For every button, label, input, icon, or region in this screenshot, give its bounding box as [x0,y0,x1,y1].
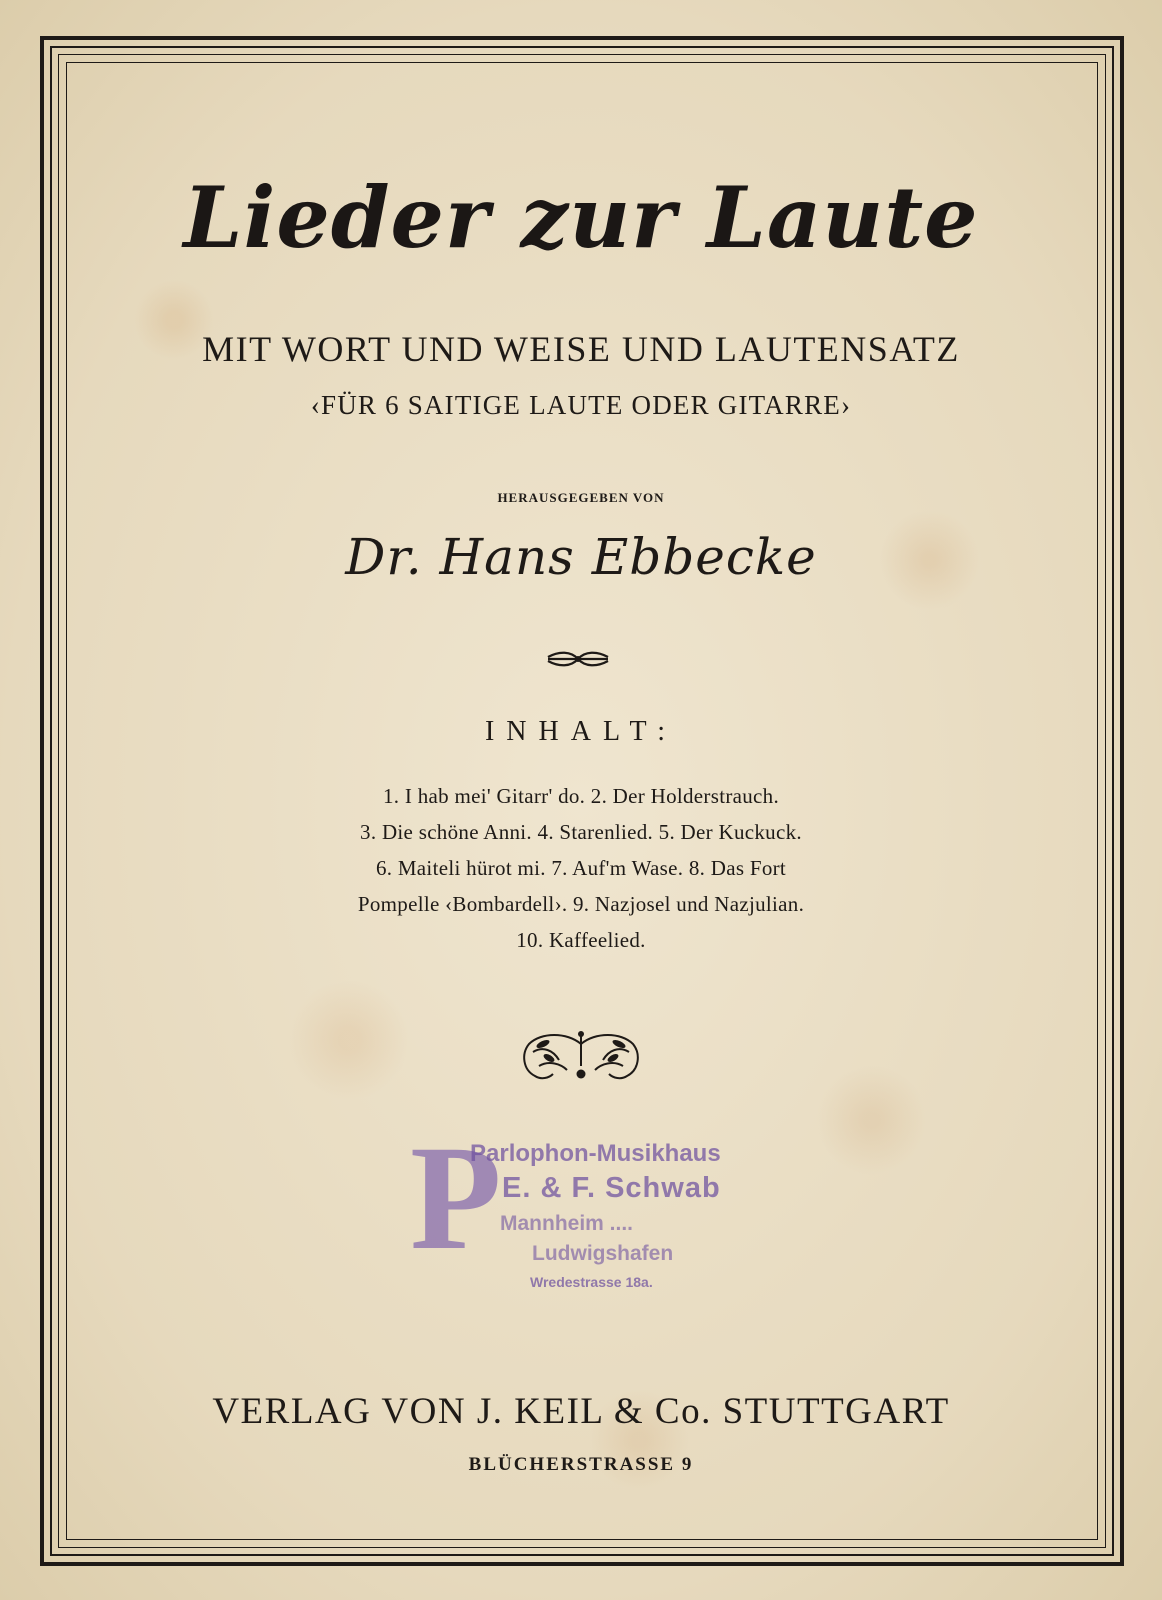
editor-label: HERAUSGEGEBEN VON [497,490,665,505]
stamp-line: Parlophon-Musikhaus [470,1140,721,1167]
subtitle-note: ‹FÜR 6 SAITIGE LAUTE ODER GITARRE› [310,390,852,420]
contents-heading: INHALT: [484,716,677,747]
contents-line: 10. Kaffeelied. [516,928,646,952]
stamp-line: Mannheim .... [500,1212,634,1235]
dealer-stamp [410,1115,770,1308]
laurel-ornament-icon [519,1030,643,1086]
stamp-line: Ludwigshafen [532,1242,674,1265]
publisher-address: BLÜCHERSTRASSE 9 [468,1454,694,1475]
contents-line: 3. Die schöne Anni. 4. Starenlied. 5. Der Kuckuck. [360,820,802,844]
page-title: Lieder zur Laute [183,168,979,267]
stamp-line: E. & F. Schwab [502,1172,721,1204]
publisher: VERLAG VON J. KEIL & Co. STUTTGART [212,1391,950,1432]
editor-name: Dr. Hans Ebbecke [345,528,817,586]
contents-line: 1. I hab mei' Gitarr' do. 2. Der Holderstrauch. [382,784,780,808]
contents-line: Pompelle ‹Bombardell›. 9. Nazjosel und Nazjulian. [357,892,805,916]
stamp-line: Wredestrasse 18a. [530,1274,653,1290]
stamp-logo: P [410,1115,502,1281]
fleuron-ornament-icon [545,648,611,670]
subtitle: MIT WORT UND WEISE UND LAUTENSATZ [202,329,960,369]
contents-line: 6. Maiteli hürot mi. 7. Auf'm Wase. 8. Das Fort [375,856,787,880]
